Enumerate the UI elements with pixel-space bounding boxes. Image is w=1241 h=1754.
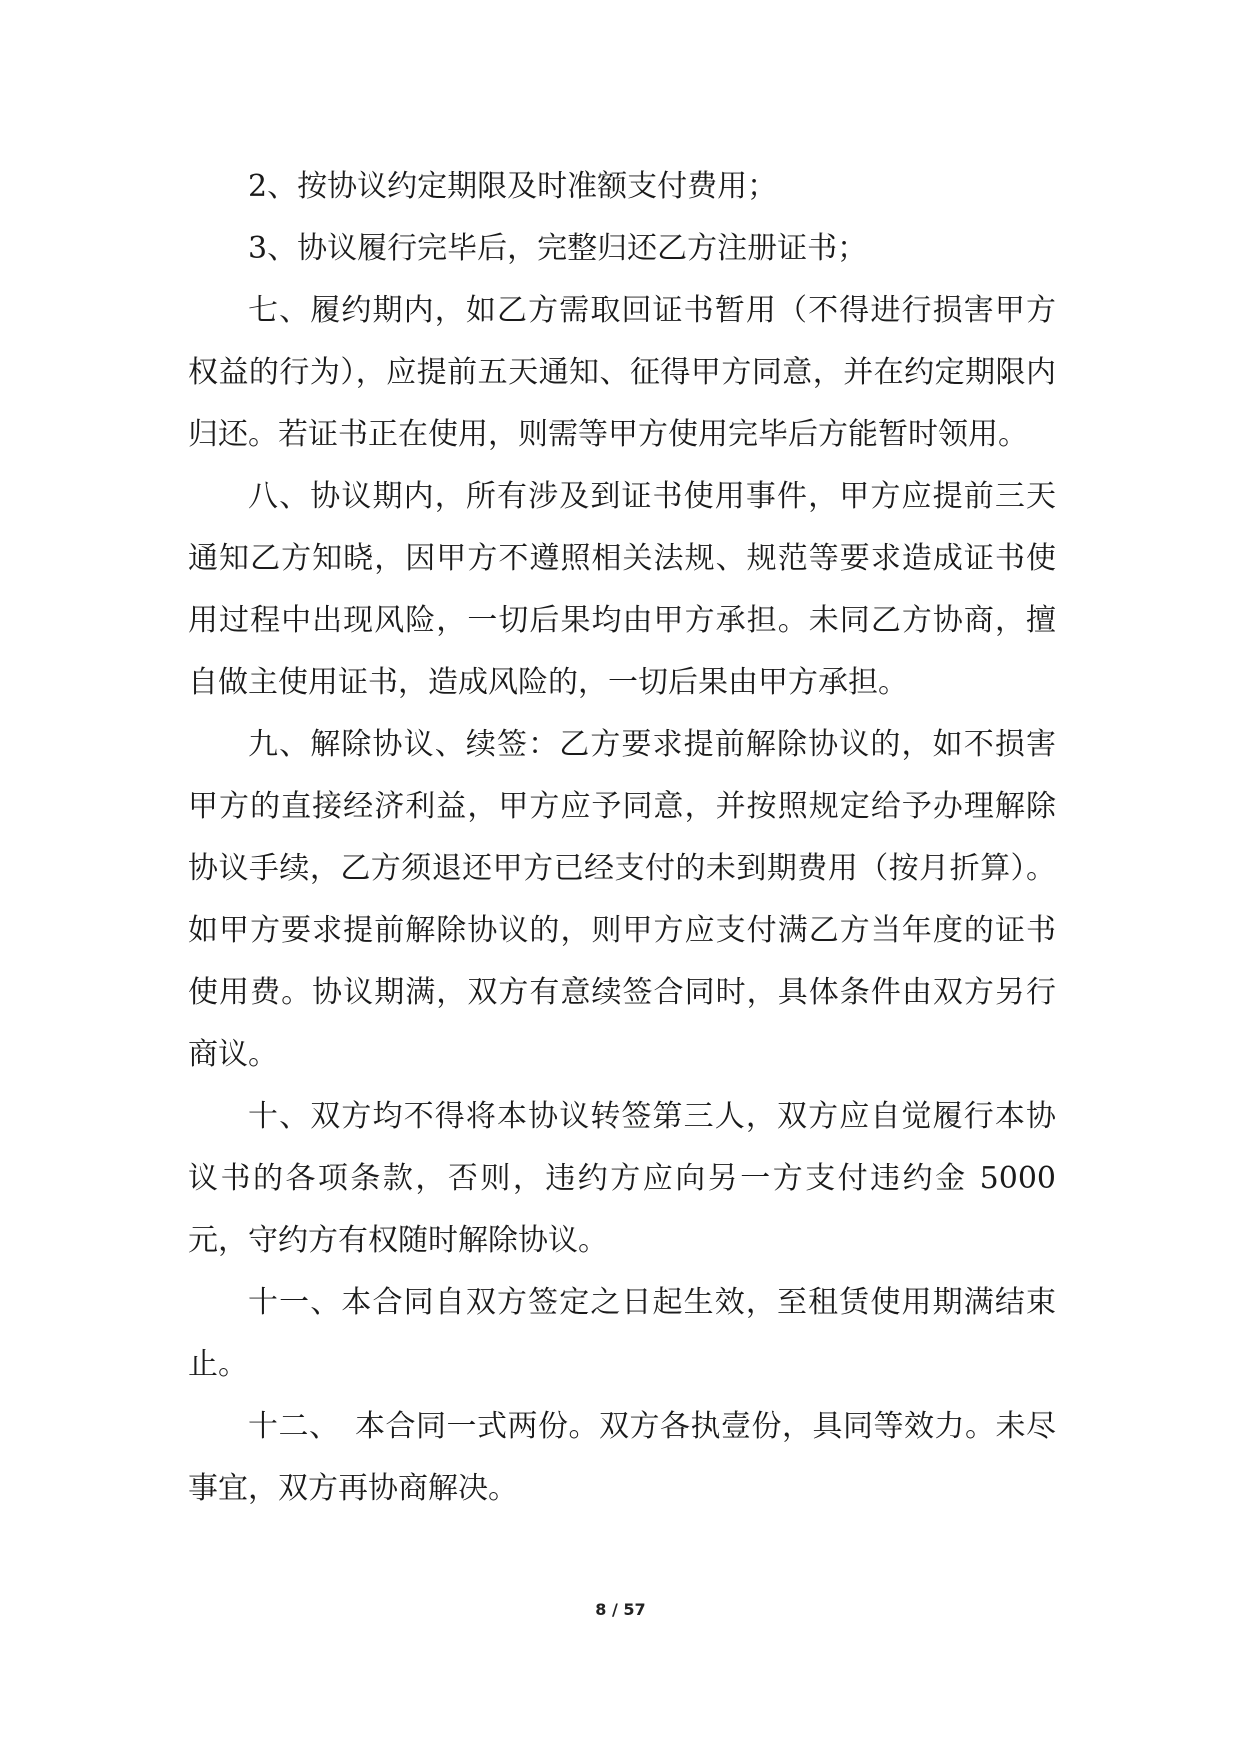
page-number: 8 / 57 bbox=[595, 1600, 646, 1619]
clause-paragraph-nine: 九、解除协议、续签：乙方要求提前解除协议的，如不损害甲方的直接经济利益，甲方应予同意，并按照规定给予办理解除协议手续，乙方须退还甲方已经支付的未到期费用（按月折算）。如甲方要求提前解除协议的，则甲方应支付满乙方当年度的证书使用费。协议期满，双方有意续签合同时，具体条件由双方另行商议。 bbox=[188, 727, 1056, 1072]
clause-paragraph-twelve: 十二、 本合同一式两份。双方各执壹份，具同等效力。未尽事宜，双方再协商解决。 bbox=[188, 1409, 1056, 1506]
clause-paragraph-eleven: 十一、本合同自双方签定之日起生效，至租赁使用期满结束止。 bbox=[188, 1285, 1056, 1382]
clause-paragraph-eight: 八、协议期内，所有涉及到证书使用事件，甲方应提前三天通知乙方知晓，因甲方不遵照相关法规、规范等要求造成证书使用过程中出现风险，一切后果均由甲方承担。未同乙方协商，擅自做主使用证书，造成风险的，一切后果由甲方承担。 bbox=[188, 479, 1056, 700]
document-body bbox=[188, 156, 1056, 1520]
clause-paragraph-seven: 七、履约期内，如乙方需取回证书暂用（不得进行损害甲方权益的行为），应提前五天通知、征得甲方同意，并在约定期限内归还。若证书正在使用，则需等甲方使用完毕后方能暂时领用。 bbox=[188, 293, 1056, 452]
clause-paragraph-payment: 2、按协议约定期限及时准额支付费用； bbox=[248, 169, 778, 204]
clause-paragraph-return-certificate: 3、协议履行完毕后，完整归还乙方注册证书； bbox=[248, 231, 868, 266]
clause-paragraph-ten: 十、双方均不得将本协议转签第三人，双方应自觉履行本协议书的各项条款，否则，违约方应向另一方支付违约金 5000 元，守约方有权随时解除协议。 bbox=[188, 1099, 1056, 1258]
